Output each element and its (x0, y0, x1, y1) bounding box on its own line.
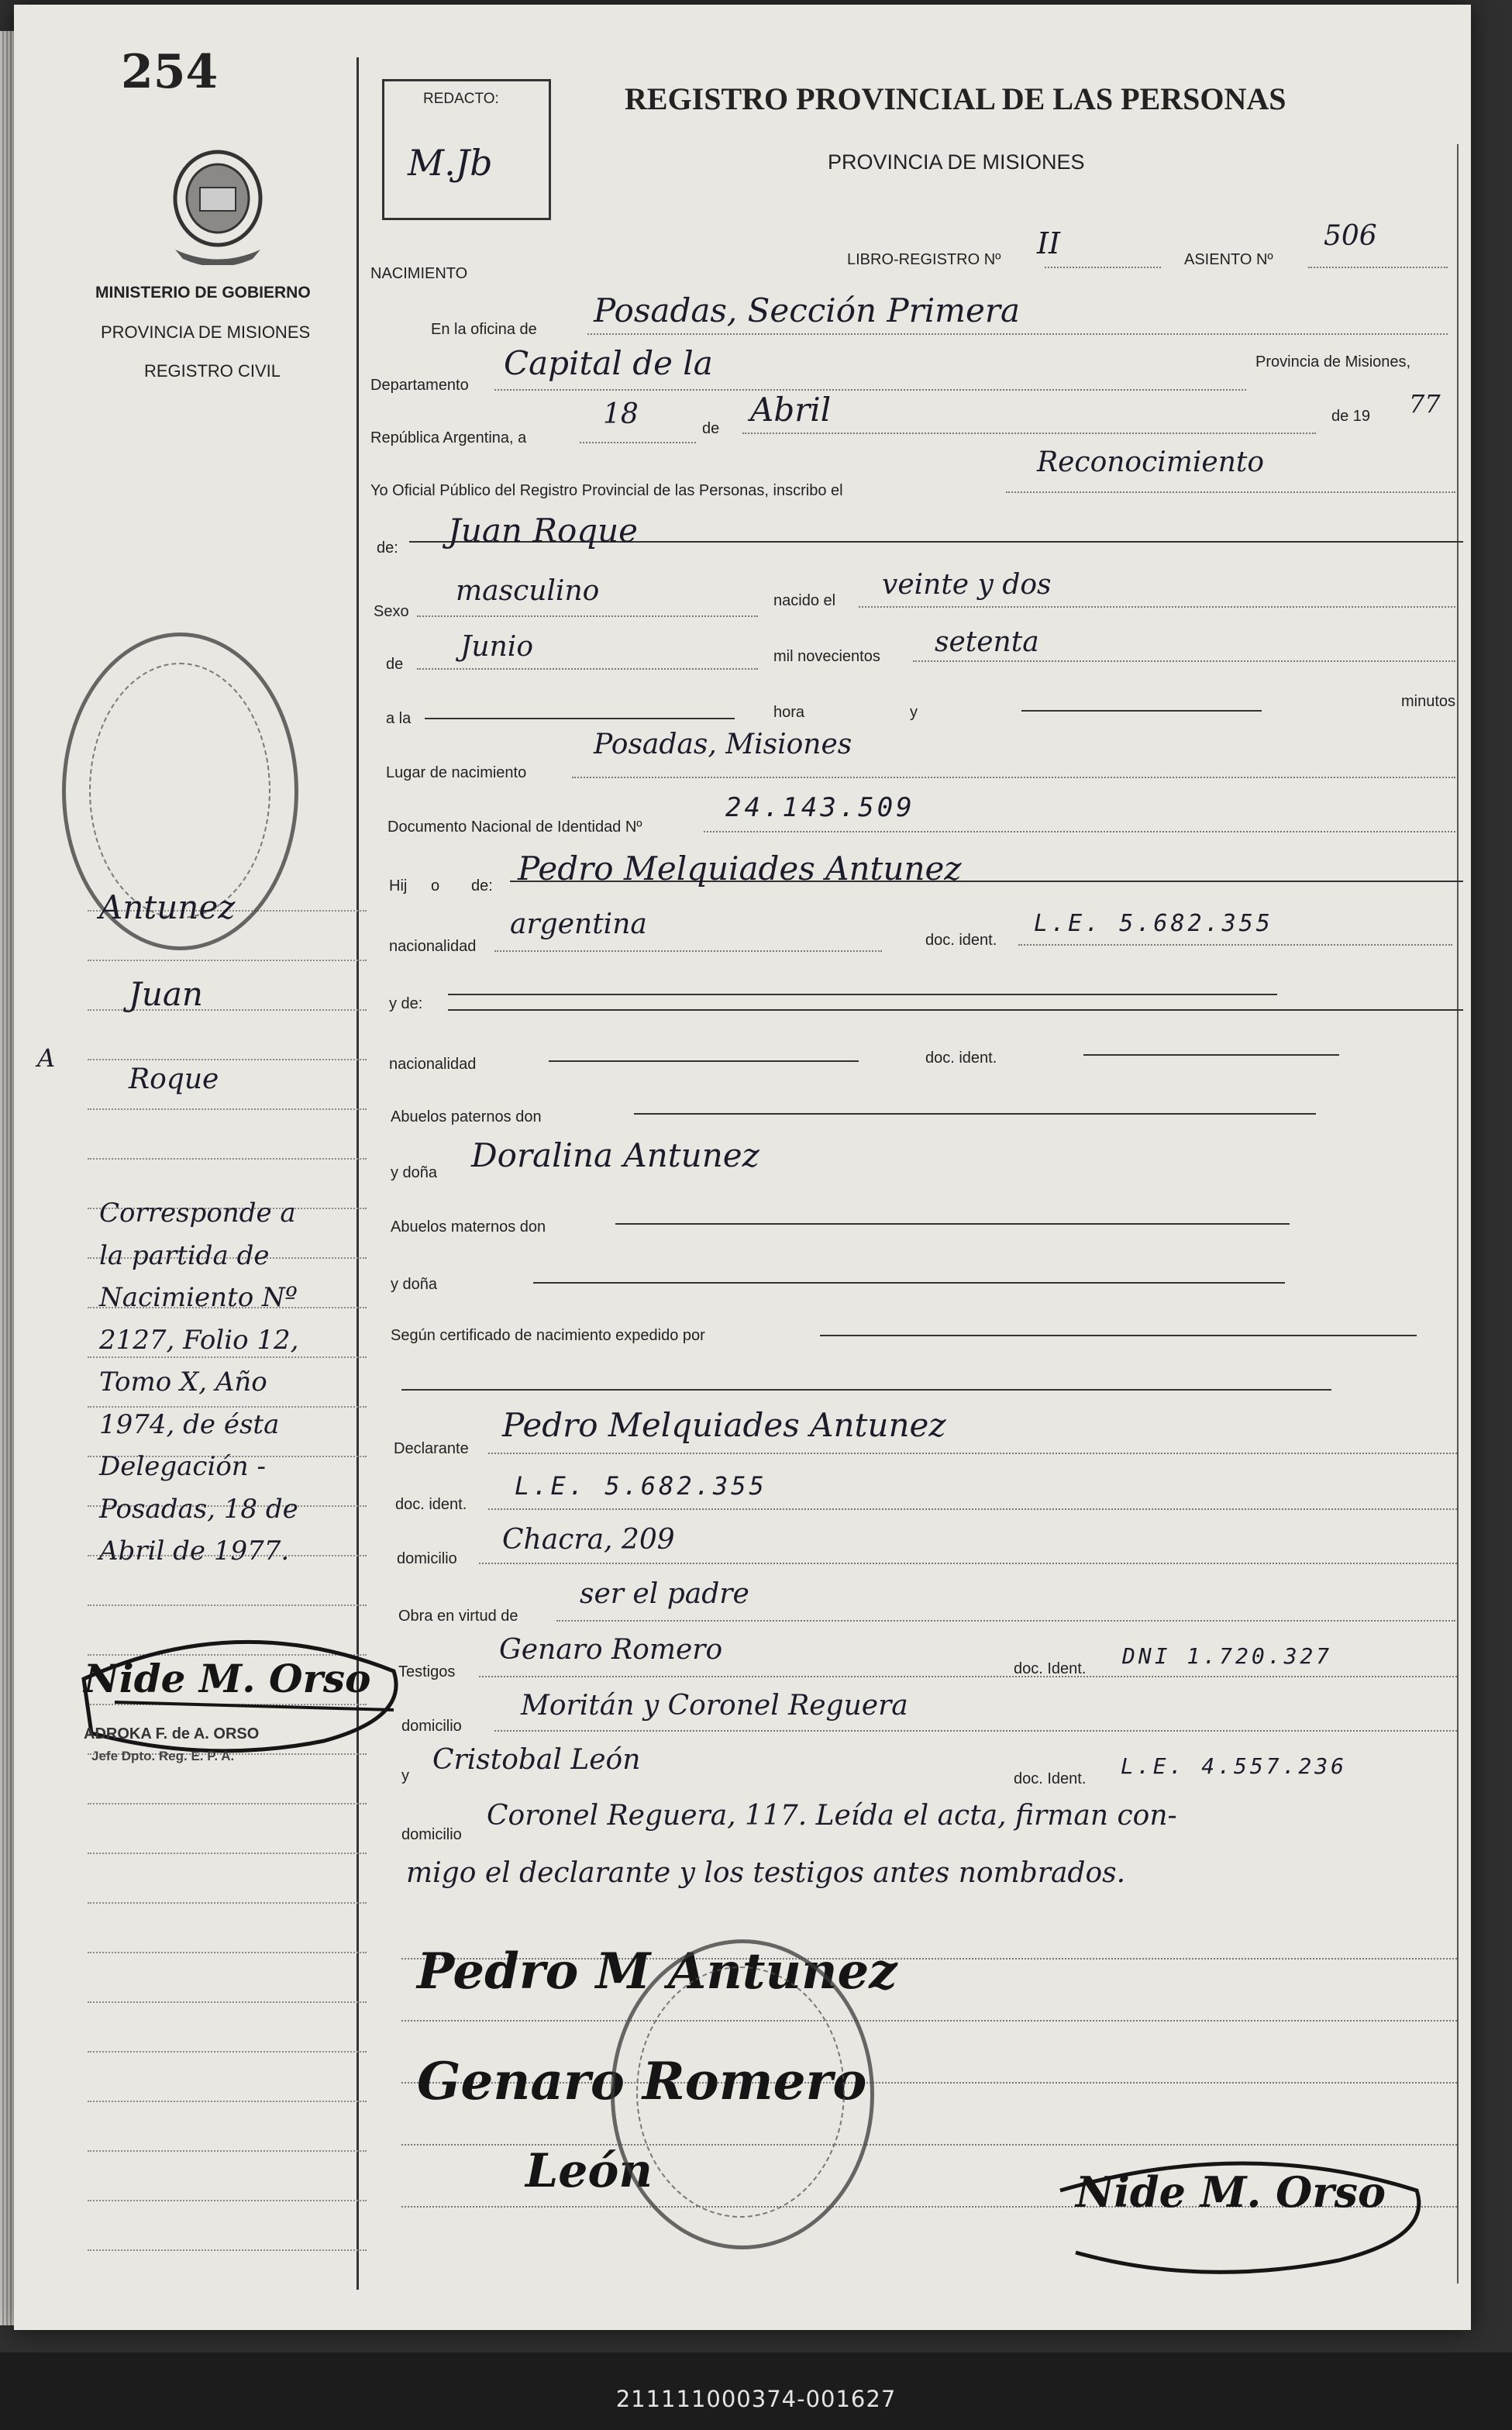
nacionalidad-value: argentina (510, 908, 647, 940)
hijo-de-label: de: (471, 877, 493, 894)
asiento-value: 506 (1324, 220, 1377, 252)
column-divider (356, 57, 359, 2290)
hora-label: hora (773, 704, 805, 721)
y-dona2-label: y doña (391, 1276, 438, 1293)
decl-doc-value: L.E. 5.682.355 (515, 1471, 767, 1501)
segun-label: Según certificado de nacimiento expedido por (391, 1327, 705, 1344)
margin-stamp-caption-1: ADROKA F. de A. ORSO (84, 1725, 260, 1742)
father-doc-value: L.E. 5.682.355 (1034, 910, 1273, 937)
a-la-label: a la (386, 710, 412, 727)
abuelos-mat-label: Abuelos maternos don (391, 1218, 546, 1236)
asiento-label: ASIENTO Nº (1184, 251, 1273, 268)
margin-given1: Juan (129, 975, 203, 1013)
republica-label: República Argentina, a (370, 429, 527, 446)
de-month-label: de (386, 656, 404, 673)
oficial-label: Yo Oficial Público del Registro Provincial de las Personas, inscribo el (370, 482, 843, 499)
margin-note-line: Abril de 1977. (99, 1536, 290, 1567)
nacionalidad2-label: nacionalidad (389, 1056, 477, 1073)
birth-month-value: Junio (460, 631, 533, 663)
ministry-label: MINISTERIO DE GOBIERNO (95, 284, 311, 302)
civil-registry-label: REGISTRO CIVIL (144, 361, 281, 381)
testigo2-dom-label: domicilio (401, 1826, 462, 1843)
margin-note-line: Delegación - (99, 1451, 266, 1482)
province-label: PROVINCIA DE MISIONES (101, 322, 311, 342)
year-value: 77 (1409, 389, 1441, 419)
y-label: y (910, 704, 918, 721)
oficina-label: En la oficina de (431, 321, 537, 338)
testigo1-doc-label: doc. Ident. (1014, 1660, 1087, 1677)
declarante-label: Declarante (394, 1440, 469, 1457)
de-label: de (702, 420, 720, 437)
signature-testigo2: León (525, 2144, 653, 2198)
margin-note-line: 2127, Folio 12, (99, 1324, 299, 1356)
departamento-value: Capital de la (504, 344, 713, 382)
lugar-label: Lugar de nacimiento (386, 764, 527, 781)
mil-value: setenta (935, 626, 1039, 658)
nacionalidad-label: nacionalidad (389, 938, 477, 955)
margin-given2: Roque (129, 1063, 219, 1095)
document-page (14, 5, 1471, 2330)
testigo2-dom-value: Coronel Reguera, 117. Leída el acta, firman con- (487, 1800, 1177, 1832)
nacido-value: veinte y dos (882, 569, 1052, 601)
obra-value: ser el padre (580, 1578, 749, 1610)
provincia-suffix: Provincia de Misiones, (1255, 353, 1411, 371)
declarante-value: Pedro Melquiades Antunez (502, 1406, 946, 1444)
domicilio-label: domicilio (397, 1550, 457, 1567)
margin-note-line: Posadas, 18 de (99, 1493, 298, 1525)
margin-note-line: Tomo X, Año (99, 1367, 267, 1398)
redacto-box (382, 79, 551, 220)
official-stamp-bottom (611, 1939, 874, 2249)
abuela-pat-value: Doralina Antunez (471, 1136, 759, 1174)
sexo-label: Sexo (374, 603, 409, 620)
footer-id: 211111000374-001627 (615, 2386, 897, 2412)
inscribo-value: Reconocimiento (1037, 446, 1265, 478)
margin-signature: Nide M. Orso (84, 1656, 371, 1701)
margin-note-line: 1974, de ésta (99, 1408, 280, 1440)
signature-official: Nide M. Orso (1076, 2167, 1386, 2217)
y-de-label: y de: (389, 995, 423, 1012)
libro-value: II (1037, 226, 1061, 260)
signature-testigo1: Genaro Romero (417, 2051, 867, 2111)
obra-label: Obra en virtud de (398, 1608, 518, 1625)
dni-label: Documento Nacional de Identidad Nº (387, 819, 642, 836)
right-border (1457, 144, 1459, 2284)
doc-ident2-label: doc. ident. (925, 1050, 997, 1067)
document-subtitle: PROVINCIA DE MISIONES (828, 150, 1085, 174)
sheet-number: 254 (121, 45, 219, 99)
libro-label: LIBRO-REGISTRO Nº (847, 251, 1001, 268)
testigo2-doc-value: L.E. 4.557.236 (1121, 1753, 1348, 1779)
margin-note (99, 1192, 298, 1573)
name-value: Juan Roque (448, 512, 639, 550)
testigos-label: Testigos (398, 1663, 456, 1680)
dni-value: 24.143.509 (725, 792, 915, 823)
de-name-label: de: (377, 539, 398, 557)
lugar-value: Posadas, Misiones (594, 729, 852, 760)
margin-letter: A (37, 1043, 56, 1073)
coat-of-arms-emblem (160, 141, 276, 265)
departamento-label: Departamento (370, 377, 469, 394)
testigo1-doc-value: DNI 1.720.327 (1122, 1643, 1333, 1669)
testigo1-value: Genaro Romero (499, 1634, 723, 1666)
mil-label: mil novecientos (773, 648, 880, 665)
testigo1-dom-value: Moritán y Coronel Reguera (521, 1690, 908, 1722)
redacto-label: REDACTO: (423, 91, 499, 107)
document-title: REGISTRO PROVINCIAL DE LAS PERSONAS (625, 81, 1286, 116)
month-value: Abril (750, 391, 832, 429)
nacido-label: nacido el (773, 592, 836, 609)
father-value: Pedro Melquiades Antunez (518, 850, 962, 888)
testigo2-doc-label: doc. Ident. (1014, 1770, 1087, 1787)
signature-declarante: Pedro M Antunez (417, 1942, 897, 2001)
official-signature-flourish (1045, 2144, 1448, 2291)
testigo1-dom-label: domicilio (401, 1718, 462, 1735)
testigo2-value: Cristobal León (432, 1744, 641, 1776)
y2-label: y (401, 1767, 409, 1784)
y-dona-label: y doña (391, 1164, 438, 1181)
margin-note-line: Corresponde a (99, 1198, 296, 1229)
sexo-value: masculino (456, 575, 600, 607)
act-type-label: NACIMIENTO (370, 265, 468, 282)
closing-text: migo el declarante y los testigos antes nombrados. (406, 1857, 1126, 1889)
margin-signature-flourish (68, 1625, 409, 1811)
domicilio-value: Chacra, 209 (502, 1524, 675, 1556)
margin-surname: Antunez (99, 888, 236, 926)
redacto-value: M.Jb (408, 142, 493, 184)
margin-stamp-caption-2: Jefe Dpto. Reg. E. P. A. (91, 1749, 235, 1763)
minutos-label: minutos (1401, 693, 1456, 710)
margin-note-line: Nacimiento Nº (99, 1282, 298, 1313)
day-value: 18 (603, 398, 639, 430)
de19-label: de 19 (1331, 408, 1371, 425)
margin-note-line: la partida de (99, 1239, 270, 1271)
hijo-label: Hij (389, 877, 408, 894)
decl-doc-label: doc. ident. (395, 1496, 467, 1513)
doc-ident-label: doc. ident. (925, 932, 997, 949)
oficina-value: Posadas, Sección Primera (594, 291, 1020, 329)
hijo-o: o (431, 877, 440, 894)
abuelos-pat-label: Abuelos paternos don (391, 1108, 542, 1125)
